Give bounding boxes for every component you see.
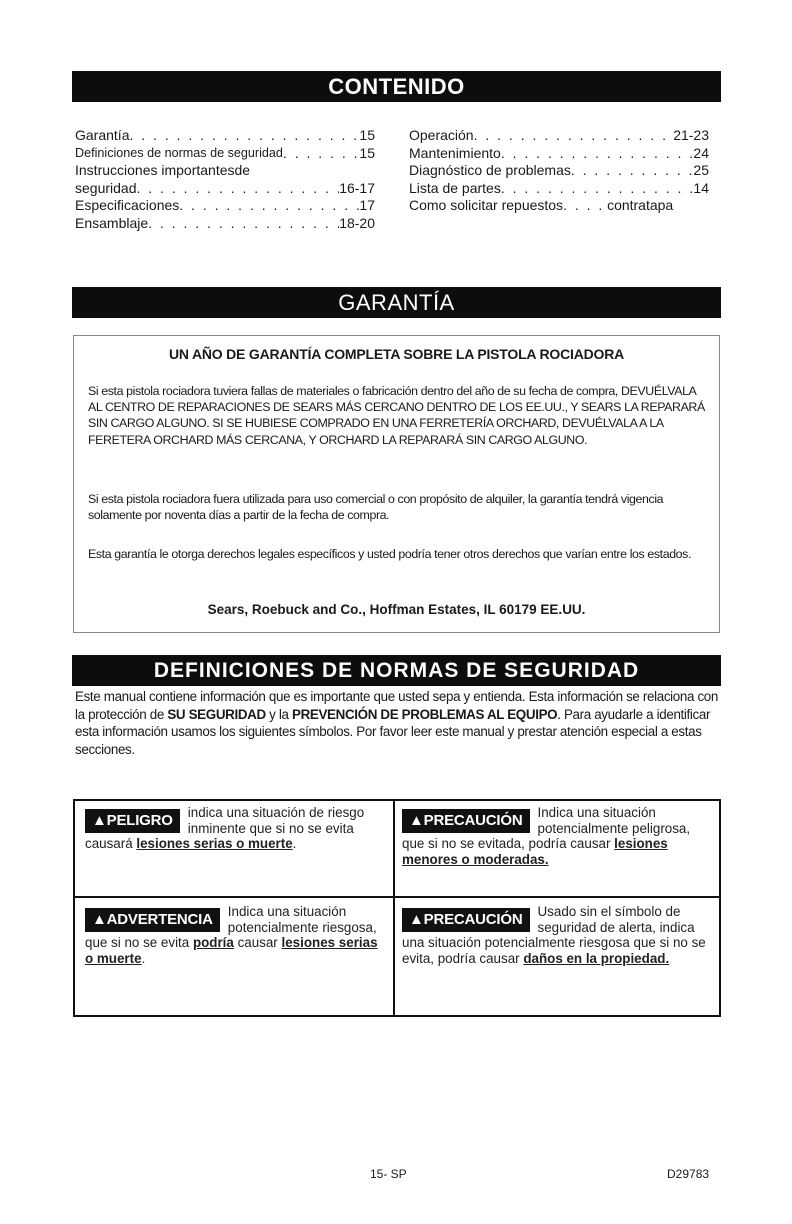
toc-item-especificaciones[interactable] — [75, 197, 375, 215]
toc-page: 18-20 — [339, 214, 375, 231]
intro-text: . Para ayudarle a identificar esta información usamos los siguientes símbolos. Por favor leer este manual y prestar atención especial a estas secciones. — [75, 706, 711, 757]
toc-item-lista-partes[interactable] — [409, 180, 709, 198]
document-code: D29783 — [667, 1167, 710, 1181]
grid-divider — [75, 896, 719, 898]
toc-page: 15 — [359, 127, 375, 143]
signal-text: indica una situación de riesgo inminente que si no se evita causará — [85, 805, 365, 851]
toc-page: 21-23 — [673, 127, 709, 143]
definiciones-intro — [75, 688, 725, 758]
toc-label: seguridad — [75, 179, 137, 196]
toc-leader — [563, 197, 607, 215]
signal-cell-precaucion — [402, 805, 714, 867]
toc-left-column — [75, 127, 375, 232]
signal-cell-precaucion-propiedad — [402, 904, 714, 966]
contenido-heading: CONTENIDO — [72, 71, 721, 102]
intro-emphasis: PREVENCIÓN DE PROBLEMAS AL EQUIPO — [291, 706, 558, 722]
toc-leader — [571, 162, 694, 180]
toc-label: Ensamblaje — [75, 214, 149, 231]
signal-text: Usado sin el símbolo de seguridad de alerta, indica una situación potencialmente riesgosa que si no se evita, podría causar — [402, 904, 706, 966]
toc-label: Operación — [409, 127, 474, 143]
toc-page: 16-17 — [339, 179, 375, 196]
toc-label: Especificaciones — [75, 197, 180, 213]
toc-leader — [179, 197, 359, 215]
toc-item-definiciones[interactable] — [75, 145, 375, 163]
warranty-box — [73, 335, 720, 633]
toc-item-operacion[interactable] — [409, 127, 709, 145]
toc-leader — [137, 180, 340, 198]
warranty-paragraph: Esta garantía le otorga derechos legales específicos y usted podría tener otros derechos que varían entre los estados. — [88, 547, 692, 561]
toc-leader — [501, 180, 694, 198]
toc-page: 14 — [693, 179, 709, 196]
toc-label: Como solicitar repuestos — [409, 197, 564, 213]
toc-item-garantia[interactable] — [75, 127, 375, 145]
toc-leader — [474, 127, 674, 145]
definiciones-heading: DEFINICIONES DE NORMAS DE SEGURIDAD — [72, 655, 721, 686]
page-number: 15- SP — [370, 1167, 407, 1181]
toc-label: Diagnóstico de problemas — [409, 162, 571, 178]
intro-text: Este manual contiene información que es importante que usted sepa y entienda. Esta información se relaciona con la protección de — [75, 689, 718, 722]
signal-tail: . — [292, 836, 297, 851]
grid-divider — [393, 801, 395, 1015]
toc-leader — [129, 127, 359, 145]
signal-text: Indica una situación potencialmente riesgosa, que si no se evita — [85, 904, 377, 950]
warranty-company-line: Sears, Roebuck and Co., Hoffman Estates, IL 60179 EE.UU. — [207, 602, 586, 617]
toc-item-instrucciones[interactable] — [75, 180, 375, 198]
signal-cell-advertencia — [85, 904, 381, 966]
toc-page: 15 — [359, 144, 375, 161]
toc-label: Mantenimiento — [409, 144, 501, 161]
toc-page: 25 — [693, 162, 709, 178]
signal-word-grid — [73, 799, 721, 1017]
signal-emphasis: daños en la propiedad. — [523, 950, 670, 966]
toc-page: contratapa — [607, 197, 674, 213]
toc-right-column — [409, 127, 709, 215]
signal-text: Indica una situación potencialmente peligrosa, que si no se evitada, podría causar — [402, 805, 691, 851]
intro-text: y la — [265, 706, 292, 722]
toc-label: Definiciones de normas de seguridad — [75, 145, 283, 160]
signal-emphasis: lesiones serias o muerte — [136, 836, 293, 851]
toc-page: 24 — [693, 144, 709, 161]
warranty-title: UN AÑO DE GARANTÍA COMPLETA SOBRE LA PISTOLA ROCIADORA — [168, 346, 625, 362]
toc-leader — [148, 215, 339, 233]
toc-label-line1: Instrucciones importantesde — [75, 162, 251, 178]
signal-text: causar — [233, 935, 282, 950]
warranty-paragraph: Si esta pistola rociadora tuviera fallas de materiales o fabricación dentro del año de su fecha de compra, DEVUÉLVALA AL CENTRO DE REPARACIONES DE SEARS MÁS CERCANO DENTRO DE LOS EE.UU., Y SEARS LA REPARARÁ SIN CARGO ALGUNO. SI SE HUBIESE COMPRADO EN UNA FERRETERÍA ORCHARD, DEVUÉLVALA A LA FERETERA ORCHARD MÁS CERCANA, Y ORCHARD LA REPARARÁ SIN CARGO ALGUNO. — [88, 384, 705, 447]
warranty-paragraph: Si esta pistola rociadora fuera utilizada para uso comercial o con propósito de alquiler, la garantía tendrá vigencia solamente por noventa días a partir de la fecha de compra. — [88, 492, 664, 523]
peligro-badge: ▲PELIGRO — [85, 809, 180, 833]
toc-leader — [283, 145, 360, 163]
toc-item-mantenimiento[interactable] — [409, 145, 709, 163]
intro-emphasis: SU SEGURIDAD — [167, 706, 266, 722]
precaucion-badge: ▲PRECAUCIÓN — [402, 908, 530, 932]
toc-leader — [501, 145, 694, 163]
garantia-heading: GARANTÍA — [72, 287, 721, 318]
toc-label: Lista de partes — [409, 179, 501, 196]
toc-item-ensamblaje[interactable] — [75, 215, 375, 233]
signal-cell-peligro — [85, 805, 381, 852]
signal-emphasis: podría — [192, 935, 234, 950]
advertencia-badge: ▲ADVERTENCIA — [85, 908, 220, 932]
signal-tail: . — [141, 950, 146, 966]
toc-item-repuestos[interactable] — [409, 197, 709, 215]
precaucion-badge: ▲PRECAUCIÓN — [402, 809, 530, 833]
toc-label: Garantía — [75, 127, 130, 143]
signal-emphasis: lesiones menores o moderadas. — [402, 836, 668, 867]
signal-emphasis: lesiones serias o muerte — [85, 935, 378, 966]
toc-page: 17 — [359, 197, 375, 213]
toc-item-diagnostico[interactable] — [409, 162, 709, 180]
